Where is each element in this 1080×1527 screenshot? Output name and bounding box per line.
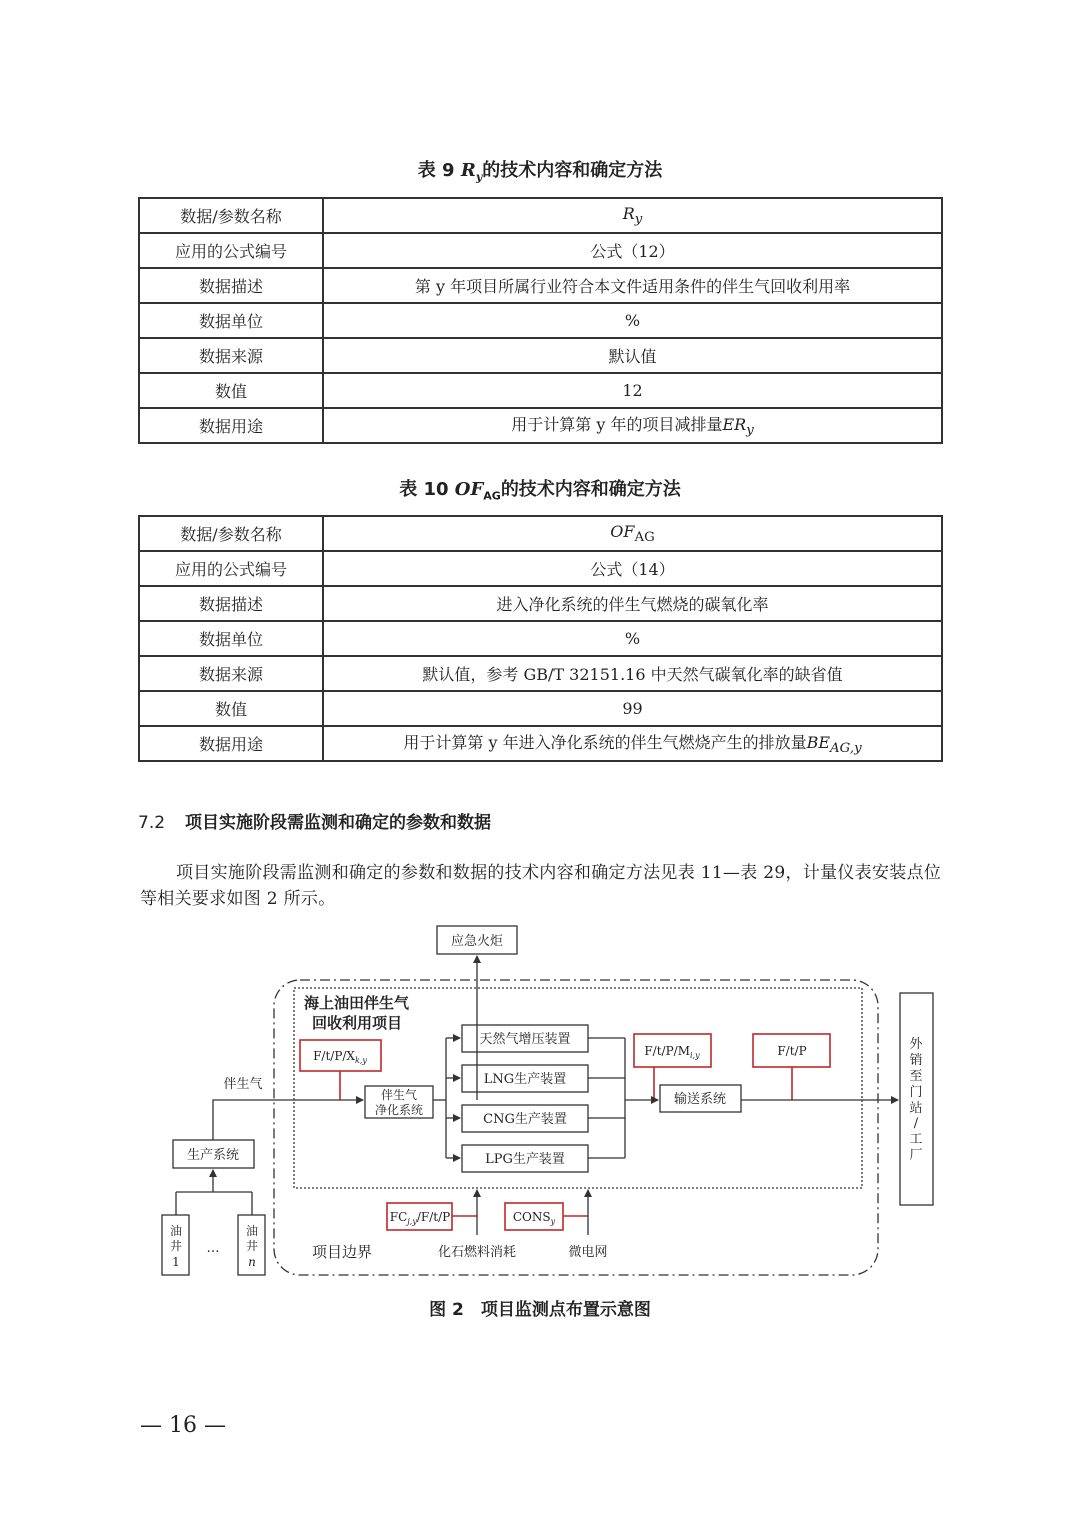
table-cell-value: 12 xyxy=(323,373,942,408)
var-symbol: BE xyxy=(806,733,831,753)
table10-caption-sub: AG xyxy=(483,489,501,503)
well-1-label xyxy=(170,1223,182,1269)
table-cell-value: 公式（14） xyxy=(323,551,942,586)
table-cell-value: 进入净化系统的伴生气燃烧的碳氧化率 xyxy=(323,586,942,621)
production-label: 生产系统 xyxy=(186,1148,240,1163)
table10-caption-prefix: 表 10 xyxy=(399,479,449,500)
device-label-1: 天然气增压装置 xyxy=(479,1032,571,1047)
meter-mid-text: F/t/P/M xyxy=(644,1044,691,1058)
device-label-3: CNG生产装置 xyxy=(483,1112,567,1127)
var-symbol: R xyxy=(622,203,635,223)
table10-caption-var: OF xyxy=(454,479,484,500)
sales-char: 外 xyxy=(909,1037,923,1052)
section-number: 7.2 xyxy=(138,813,166,833)
meter-mid-subscript: i,y xyxy=(690,1051,700,1060)
meter-cons-label xyxy=(513,1210,556,1226)
sales-char: 至 xyxy=(909,1069,923,1084)
table9-caption-prefix: 表 9 xyxy=(417,160,455,181)
usage-text: 用于计算第 y 年进入净化系统的伴生气燃烧产生的排放量 xyxy=(403,733,807,753)
transport-label: 输送系统 xyxy=(673,1092,727,1107)
section-title: 项目实施阶段需监测和确定的参数和数据 xyxy=(185,813,492,833)
table-cell-key: 应用的公式编号 xyxy=(139,233,323,268)
meter-fc-label xyxy=(390,1210,450,1226)
table-cell-key: 数据来源 xyxy=(139,656,323,691)
table-cell-key: 数据用途 xyxy=(139,408,323,443)
meter-in-label xyxy=(313,1049,367,1065)
table9-caption-suffix: 的技术内容和确定方法 xyxy=(482,160,663,181)
microgrid-label: 微电网 xyxy=(568,1245,608,1260)
table9-caption-sub: y xyxy=(475,170,483,184)
sales-char: 销 xyxy=(909,1053,923,1068)
usage-text: 用于计算第 y 年的项目减排量 xyxy=(511,415,723,435)
meter-fc-tail: /F/t/P xyxy=(416,1210,451,1224)
table-cell-value: % xyxy=(323,621,942,656)
table10-caption-suffix: 的技术内容和确定方法 xyxy=(500,479,681,500)
well-n-label xyxy=(246,1223,258,1269)
meter-out-label: F/t/P xyxy=(777,1044,807,1058)
table-cell-key: 数据描述 xyxy=(139,586,323,621)
wells-ellipsis: … xyxy=(206,1241,220,1256)
sales-char: / xyxy=(913,1116,919,1131)
var-subscript: AG,y xyxy=(830,741,862,757)
table-cell-value: 默认值，参考 GB/T 32151.16 中天然气碳氧化率的缺省值 xyxy=(323,656,942,691)
meter-fc-subscript: j,y xyxy=(407,1217,417,1226)
flare-label: 应急火炬 xyxy=(450,934,504,949)
meter-in-text: F/t/P/X xyxy=(313,1049,355,1063)
sales-char: 工 xyxy=(909,1132,923,1147)
table-cell-key: 数据/参数名称 xyxy=(139,198,323,233)
device-label-2: LNG生产装置 xyxy=(483,1072,567,1087)
sales-char: 门 xyxy=(909,1085,923,1100)
table-cell-key: 数据描述 xyxy=(139,268,323,303)
table-cell-key: 数值 xyxy=(139,373,323,408)
meter-cons-subscript: y xyxy=(550,1217,556,1226)
meter-fc-text: FC xyxy=(389,1210,408,1224)
var-subscript: y xyxy=(634,212,643,228)
project-title-line-1: 海上油田伴生气 xyxy=(304,994,410,1012)
var-subscript: AG xyxy=(634,530,655,546)
table-cell-value: 第 y 年项目所属行业符合本文件适用条件的伴生气回收利用率 xyxy=(323,268,942,303)
figure-caption: 图 2 项目监测点布置示意图 xyxy=(429,1300,651,1320)
table-cell-key: 数据单位 xyxy=(139,303,323,338)
well-1-char: 油 xyxy=(169,1224,183,1238)
well-1-char: 1 xyxy=(172,1255,180,1269)
well-1-char: 井 xyxy=(169,1239,183,1253)
table-cell-key: 应用的公式编号 xyxy=(139,551,323,586)
well-n-char: 油 xyxy=(245,1224,259,1238)
page-number: — 16 — xyxy=(140,1413,226,1438)
table9-caption-var: R xyxy=(460,160,476,181)
gas-label: 伴生气 xyxy=(223,1077,263,1092)
well-n-char: 井 xyxy=(245,1239,259,1253)
meter-mid-label xyxy=(644,1044,700,1060)
boundary-label: 项目边界 xyxy=(312,1243,373,1261)
table-cell-key: 数据来源 xyxy=(139,338,323,373)
table-cell-key: 数据/参数名称 xyxy=(139,516,323,551)
table-cell-key: 数据用途 xyxy=(139,726,323,761)
table-cell-value: % xyxy=(323,303,942,338)
meter-cons-text: CONS xyxy=(512,1210,551,1224)
sales-label xyxy=(909,1037,923,1163)
sales-char: 站 xyxy=(909,1101,923,1116)
project-title-line-2: 回收利用项目 xyxy=(312,1014,403,1032)
table-cell-value: 默认值 xyxy=(323,338,942,373)
fossil-label: 化石燃料消耗 xyxy=(437,1245,517,1260)
meter-in-subscript: k,y xyxy=(354,1056,367,1065)
var-symbol: OF xyxy=(610,521,635,541)
table-cell-value: 99 xyxy=(323,691,942,726)
purify-label-1: 伴生气 xyxy=(380,1088,418,1102)
var-symbol: ER xyxy=(722,415,747,435)
body-paragraph: 项目实施阶段需监测和确定的参数和数据的技术内容和确定方法见表 11—表 29，计量仪表安装点位等相关要求如图 2 所示。 xyxy=(140,863,942,909)
table-cell-key: 数值 xyxy=(139,691,323,726)
table-cell-value: 公式（12） xyxy=(323,233,942,268)
well-n-char: n xyxy=(248,1255,256,1269)
purify-label-2: 净化系统 xyxy=(374,1103,424,1117)
var-subscript: y xyxy=(746,423,754,439)
sales-char: 厂 xyxy=(909,1148,923,1163)
device-label-4: LPG生产装置 xyxy=(485,1152,565,1167)
gas-flow-line xyxy=(213,1100,363,1140)
table-cell-key: 数据单位 xyxy=(139,621,323,656)
